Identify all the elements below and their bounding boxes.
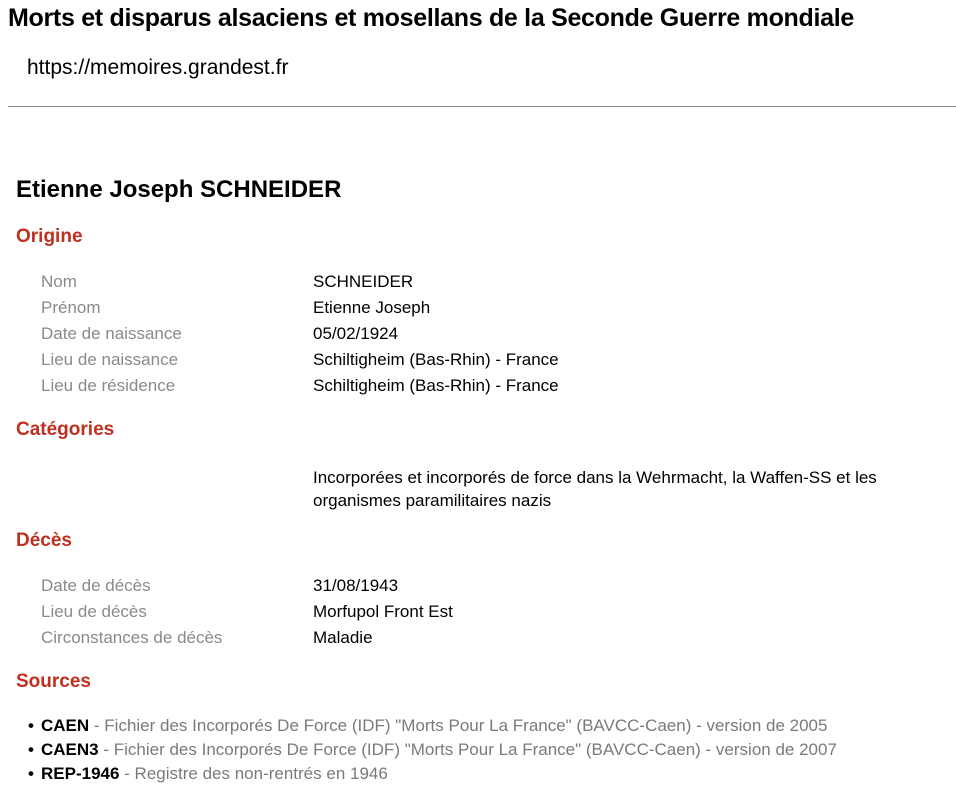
source-description: - Fichier des Incorporés De Force (IDF) "Morts Pour La France" (BAVCC-Caen) - version de 2005 bbox=[89, 716, 828, 735]
field-label-nom: Nom bbox=[41, 272, 77, 291]
field-label-lieu-deces: Lieu de décès bbox=[41, 602, 147, 621]
list-item bbox=[28, 714, 837, 738]
bullet-icon: • bbox=[28, 716, 34, 735]
field-label-lieu-naissance: Lieu de naissance bbox=[41, 350, 179, 369]
field-value-lieu-naissance: Schiltigheim (Bas-Rhin) - France bbox=[313, 350, 559, 369]
section-heading-origine: Origine bbox=[16, 226, 83, 247]
field-value-prenom: Etienne Joseph bbox=[313, 298, 431, 317]
field-label-date-naissance: Date de naissance bbox=[41, 324, 182, 343]
sources-list bbox=[28, 714, 837, 786]
field-value-lieu-residence: Schiltigheim (Bas-Rhin) - France bbox=[313, 376, 559, 395]
header-divider bbox=[8, 106, 956, 107]
field-label-lieu-residence: Lieu de résidence bbox=[41, 376, 176, 395]
person-name: Etienne Joseph SCHNEIDER bbox=[16, 176, 342, 203]
list-item bbox=[28, 738, 837, 762]
category-text: Incorporées et incorporés de force dans la Wehrmacht, la Waffen-SS et les organismes paramilitaires nazis bbox=[313, 468, 877, 510]
bullet-icon: • bbox=[28, 764, 34, 783]
field-label-prenom: Prénom bbox=[41, 298, 101, 317]
section-heading-deces: Décès bbox=[16, 530, 72, 551]
source-description: - Registre des non-rentrés en 1946 bbox=[119, 764, 388, 783]
field-label-date-deces: Date de décès bbox=[41, 576, 151, 595]
source-code: REP-1946 bbox=[41, 764, 120, 783]
field-value-date-naissance: 05/02/1924 bbox=[313, 324, 399, 343]
field-label-circonstances-deces: Circonstances de décès bbox=[41, 628, 223, 647]
site-title: Morts et disparus alsaciens et mosellans de la Seconde Guerre mondiale bbox=[8, 4, 854, 32]
section-heading-categories: Catégories bbox=[16, 419, 115, 440]
field-value-lieu-deces: Morfupol Front Est bbox=[313, 602, 453, 621]
bullet-icon: • bbox=[28, 740, 34, 759]
source-code: CAEN bbox=[41, 716, 90, 735]
field-value-circonstances-deces: Maladie bbox=[313, 628, 373, 647]
site-url[interactable]: https://memoires.grandest.fr bbox=[27, 56, 289, 79]
field-value-nom: SCHNEIDER bbox=[313, 272, 414, 291]
source-description: - Fichier des Incorporés De Force (IDF) "Morts Pour La France" (BAVCC-Caen) - version de 2007 bbox=[98, 740, 837, 759]
list-item bbox=[28, 762, 837, 786]
section-heading-sources: Sources bbox=[16, 671, 91, 692]
source-code: CAEN3 bbox=[41, 740, 99, 759]
field-value-date-deces: 31/08/1943 bbox=[313, 576, 399, 595]
